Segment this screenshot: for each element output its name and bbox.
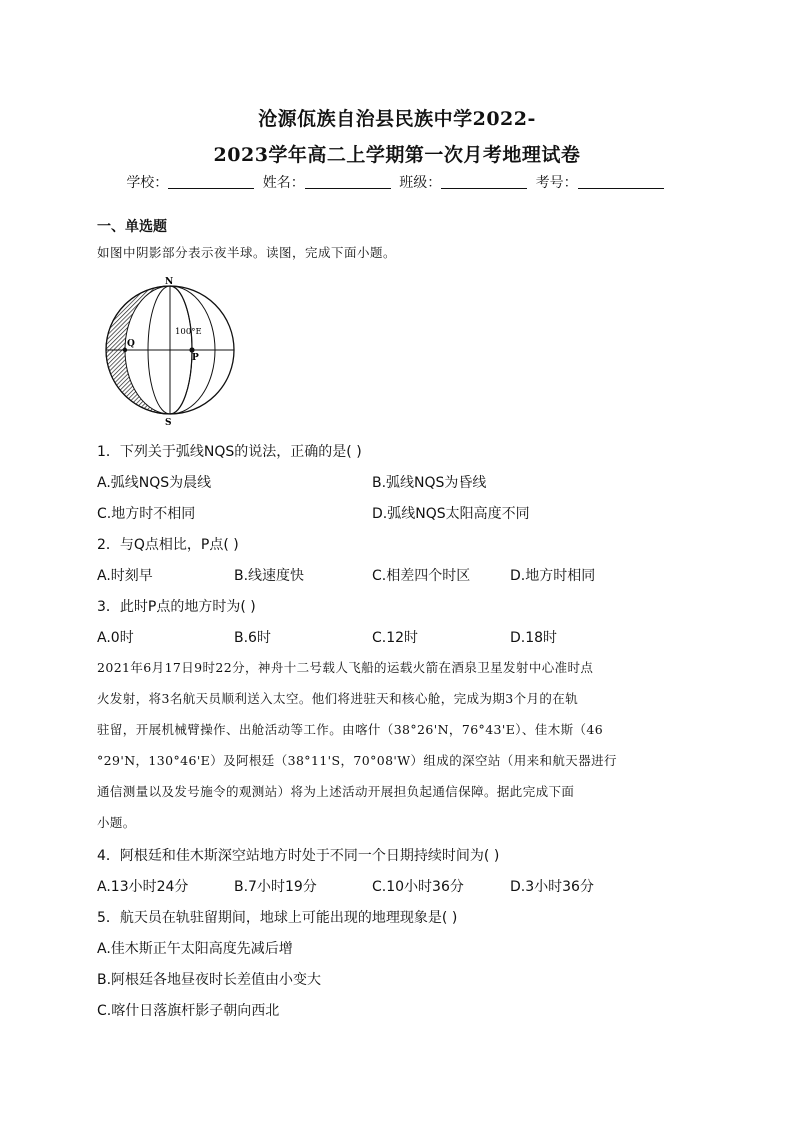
exam-title-line2: 2023学年高二上学期第一次月考地理试卷 bbox=[213, 144, 581, 166]
q3-option-b[interactable]: B.6时 bbox=[234, 630, 271, 646]
name-field[interactable] bbox=[305, 174, 391, 189]
q2-option-b[interactable]: B.线速度快 bbox=[234, 568, 305, 584]
question-2: 2．与Q点相比，P点( ) bbox=[97, 537, 239, 553]
class-label: 班级： bbox=[399, 175, 442, 191]
q1-option-c[interactable]: C.地方时不相同 bbox=[97, 506, 196, 522]
question-4: 4．阿根廷和佳木斯深空站地方时处于不同一个日期持续时间为( ) bbox=[97, 848, 500, 864]
label-n: N bbox=[165, 277, 174, 287]
passage-line: 通信测量以及发号施令的观测站）将为上述活动开展担负起通信保障。据此完成下面 bbox=[97, 784, 575, 799]
section-title: 一、单选题 bbox=[97, 219, 167, 235]
school-field[interactable] bbox=[168, 174, 254, 189]
q2-option-d[interactable]: D.地方时相同 bbox=[510, 568, 596, 584]
q5-option-b[interactable]: B.阿根廷各地昼夜时长差值由小变大 bbox=[97, 972, 322, 988]
student-info-row bbox=[0, 172, 794, 192]
q3-option-c[interactable]: C.12时 bbox=[372, 630, 419, 646]
point-p bbox=[189, 347, 194, 352]
label-s: S bbox=[165, 418, 172, 426]
q1-option-d[interactable]: D.弧线NQS太阳高度不同 bbox=[372, 506, 530, 522]
q5-option-a[interactable]: A.佳木斯正午太阳高度先减后增 bbox=[97, 941, 293, 957]
q3-option-d[interactable]: D.18时 bbox=[510, 630, 558, 646]
night-hemisphere-figure bbox=[100, 274, 240, 426]
q4-option-a[interactable]: A.13小时24分 bbox=[97, 879, 189, 895]
q4-option-c[interactable]: C.10小时36分 bbox=[372, 879, 464, 895]
class-field[interactable] bbox=[441, 174, 527, 189]
question-1: 1．下列关于弧线NQS的说法，正确的是( ) bbox=[97, 444, 362, 460]
question-3: 3．此时P点的地方时为( ) bbox=[97, 599, 256, 615]
passage bbox=[97, 652, 697, 838]
q3-option-a[interactable]: A.0时 bbox=[97, 630, 134, 646]
passage-line: °29'N，130°46'E）及阿根廷（38°11'S，70°08'W）组成的深空站（用来和航天器进行 bbox=[97, 753, 617, 768]
q1-option-b[interactable]: B.弧线NQS为昏线 bbox=[372, 475, 487, 491]
q1-option-a[interactable]: A.弧线NQS为晨线 bbox=[97, 475, 212, 491]
q4-option-d[interactable]: D.3小时36分 bbox=[510, 879, 594, 895]
number-label: 考号： bbox=[535, 175, 578, 191]
exam-title-line1: 沧源佤族自治县民族中学2022- bbox=[258, 108, 536, 130]
passage-line: 2021年6月17日9时22分，神舟十二号载人飞船的运载火箭在酒泉卫星发射中心准时点 bbox=[97, 660, 594, 675]
label-p: P bbox=[192, 353, 199, 363]
intro-text: 如图中阴影部分表示夜半球。读图，完成下面小题。 bbox=[97, 245, 397, 260]
number-field[interactable] bbox=[578, 174, 664, 189]
question-5: 5．航天员在轨驻留期间，地球上可能出现的地理现象是( ) bbox=[97, 910, 458, 926]
q5-option-c[interactable]: C.喀什日落旗杆影子朝向西北 bbox=[97, 1003, 280, 1019]
q4-option-b[interactable]: B.7小时19分 bbox=[234, 879, 317, 895]
school-label: 学校： bbox=[126, 175, 169, 191]
name-label: 姓名： bbox=[262, 175, 305, 191]
q2-option-c[interactable]: C.相差四个时区 bbox=[372, 568, 471, 584]
q2-option-a[interactable]: A.时刻早 bbox=[97, 568, 153, 584]
passage-line: 火发射，将3名航天员顺利送入太空。他们将进驻天和核心舱，完成为期3个月的在轨 bbox=[97, 691, 579, 706]
label-q: Q bbox=[127, 339, 135, 349]
label-100e: 100°E bbox=[175, 327, 202, 337]
passage-line: 驻留，开展机械臂操作、出舱活动等工作。由喀什（38°26'N，76°43'E）、佳木斯（46 bbox=[97, 722, 604, 737]
passage-line: 小题。 bbox=[97, 815, 136, 830]
